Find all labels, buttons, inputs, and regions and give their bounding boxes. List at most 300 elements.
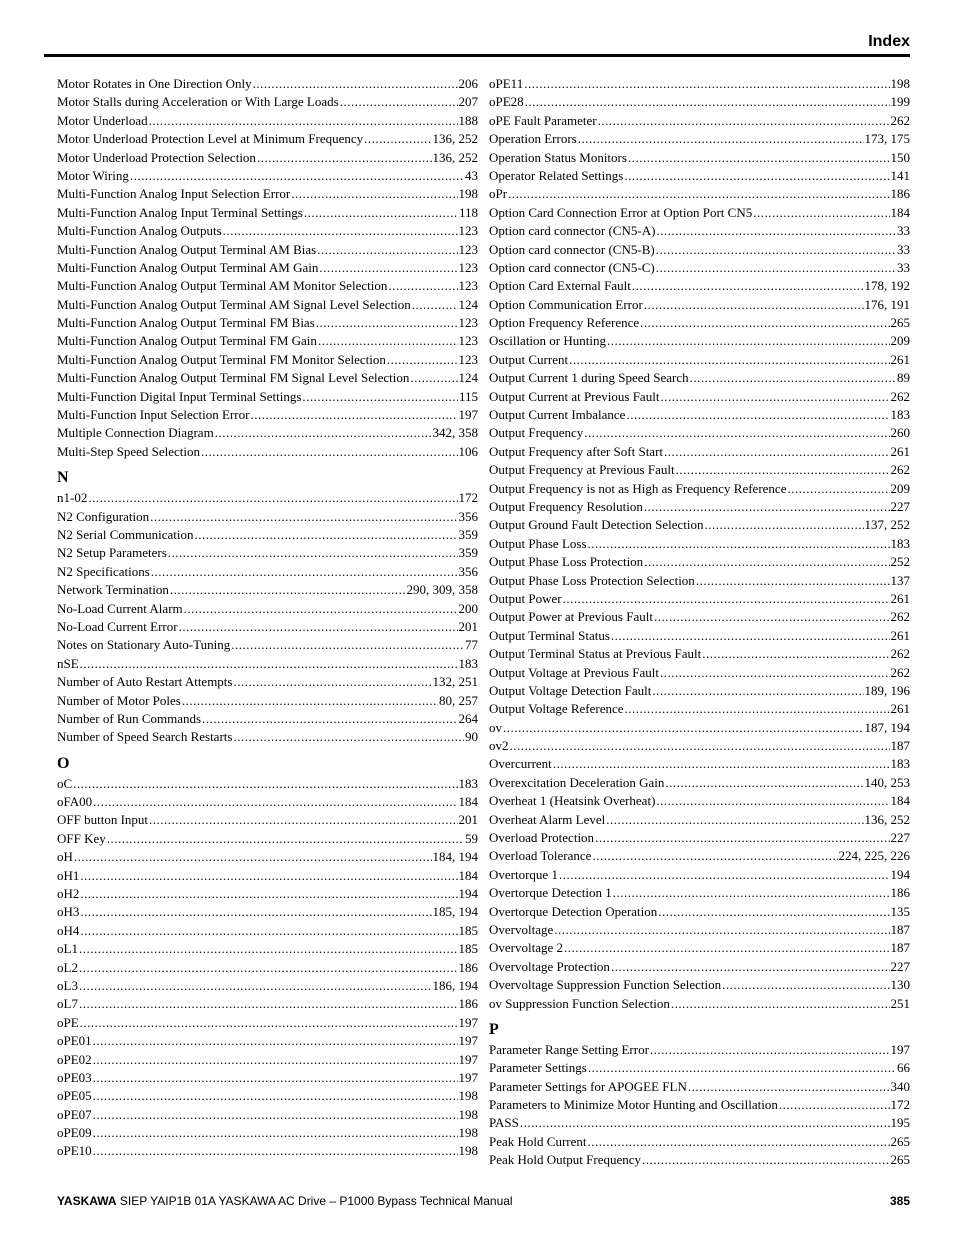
index-entry <box>57 811 478 829</box>
index-page-ref: 187, 194 <box>864 719 910 735</box>
index-term: Output Voltage at Previous Fault <box>489 664 659 680</box>
index-entry <box>57 581 478 599</box>
index-page-ref: 261 <box>890 627 910 643</box>
index-page-ref: 262 <box>890 609 910 625</box>
index-term: Output Frequency Resolution <box>489 498 643 514</box>
index-term: Output Current at Previous Fault <box>489 388 660 404</box>
dot-leader <box>510 737 890 755</box>
dot-leader <box>291 185 457 203</box>
index-page-ref: 197 <box>458 407 478 423</box>
index-entry <box>489 1078 910 1096</box>
dot-leader <box>753 204 889 222</box>
index-term: Output Voltage Detection Fault <box>489 682 652 698</box>
index-entry <box>489 737 910 755</box>
index-entry <box>57 544 478 562</box>
index-term: Overtorque Detection Operation <box>489 903 658 919</box>
index-term: oH4 <box>57 922 80 938</box>
index-page-ref: 124 <box>458 370 478 386</box>
index-term: PASS <box>489 1115 519 1131</box>
dot-leader <box>149 811 457 829</box>
index-entry <box>57 775 478 793</box>
index-term: Output Phase Loss <box>489 535 587 551</box>
index-entry <box>489 1151 910 1169</box>
dot-leader <box>253 75 458 93</box>
index-page-ref: 206 <box>458 76 478 91</box>
index-page-ref: 187 <box>890 940 910 956</box>
index-page-ref: 262 <box>890 112 910 128</box>
dot-leader <box>388 277 457 295</box>
dot-leader <box>179 618 458 636</box>
index-entry <box>489 332 910 350</box>
index-term: oPE10 <box>57 1143 92 1159</box>
index-page-ref: 77 <box>465 637 478 653</box>
index-page-ref: 106 <box>458 443 478 459</box>
index-term: Network Termination <box>57 582 169 598</box>
index-page-ref: 183 <box>458 775 478 791</box>
dot-leader <box>690 369 896 387</box>
dot-leader <box>632 277 864 295</box>
index-page-ref: 184 <box>458 867 478 883</box>
index-page-ref: 195 <box>890 1115 910 1131</box>
index-term: Overtorque Detection 1 <box>489 885 612 901</box>
dot-leader <box>304 204 458 222</box>
index-term: Multi-Function Analog Output Terminal AM Bias <box>57 241 317 257</box>
dot-leader <box>559 866 890 884</box>
dot-leader <box>107 830 464 848</box>
index-entry <box>489 535 910 553</box>
index-page-ref: 265 <box>890 1133 910 1149</box>
index-entry <box>489 259 910 277</box>
index-term: Overvoltage 2 <box>489 940 564 956</box>
index-entry <box>489 461 910 479</box>
index-page-ref: 123 <box>458 278 478 294</box>
index-term: Number of Run Commands <box>57 710 202 726</box>
index-page-ref: 194 <box>890 866 910 882</box>
index-term: n1-02 <box>57 490 88 506</box>
index-page-ref: 135 <box>890 903 910 919</box>
dot-leader <box>316 314 458 332</box>
index-page-ref: 251 <box>890 995 910 1011</box>
index-group-o <box>57 775 478 1161</box>
dot-leader <box>611 627 890 645</box>
index-term: Multi-Function Analog Input Selection Error <box>57 186 291 202</box>
index-page-ref: 184 <box>890 793 910 809</box>
index-term: oPE07 <box>57 1106 92 1122</box>
index-entry <box>57 259 478 277</box>
dot-leader <box>88 489 457 507</box>
index-term: Operator Related Settings <box>489 167 624 183</box>
index-term: nSE <box>57 655 79 671</box>
index-page-ref: 123 <box>458 223 478 239</box>
index-entry <box>489 1059 910 1077</box>
index-entry <box>489 921 910 939</box>
index-entry <box>489 388 910 406</box>
index-term: Output Ground Fault Detection Selection <box>489 517 704 533</box>
dot-leader <box>660 664 890 682</box>
index-page-ref: 186, 194 <box>432 977 478 993</box>
index-entry <box>489 185 910 203</box>
dot-leader <box>257 149 432 167</box>
index-page-ref: 265 <box>890 1152 910 1168</box>
dot-leader <box>79 995 458 1013</box>
index-term: Operation Status Monitors <box>489 149 627 165</box>
dot-leader <box>642 1151 889 1169</box>
index-page-ref: 198 <box>458 1088 478 1104</box>
index-entry <box>489 75 910 93</box>
index-column-right <box>489 75 910 1170</box>
dot-leader <box>151 563 458 581</box>
index-page-ref: 123 <box>458 315 478 331</box>
index-page-ref: 80, 257 <box>439 692 478 708</box>
index-term: OFF button Input <box>57 812 149 828</box>
index-page-ref: 188 <box>458 112 478 128</box>
dot-leader <box>656 259 896 277</box>
dot-leader <box>93 1124 458 1142</box>
index-page-ref: 130 <box>890 977 910 993</box>
index-entry <box>57 867 478 885</box>
index-term: Option card connector (CN5-C) <box>489 259 655 275</box>
index-page-ref: 227 <box>890 830 910 846</box>
index-entry <box>57 995 478 1013</box>
index-page-ref: 183 <box>890 756 910 772</box>
index-entry <box>489 903 910 921</box>
dot-leader <box>520 1114 890 1132</box>
index-entry <box>57 369 478 387</box>
index-page-ref: 187 <box>890 738 910 754</box>
dot-leader <box>508 185 889 203</box>
index-page-ref: 261 <box>890 701 910 717</box>
index-column-left <box>57 75 478 1161</box>
index-entry <box>57 1032 478 1050</box>
index-term: Number of Motor Poles <box>57 692 181 708</box>
index-term: oPr <box>489 186 508 202</box>
dot-leader <box>317 241 457 259</box>
dot-leader <box>563 590 890 608</box>
index-page-ref: 184 <box>458 794 478 810</box>
index-entry <box>57 830 478 848</box>
index-entry <box>57 508 478 526</box>
footer-manual-name: SIEP YAIP1B 01A YASKAWA AC Drive – P1000 Bypass Technical Manual <box>119 1194 513 1208</box>
index-page-ref: 340 <box>890 1078 910 1094</box>
dot-leader <box>150 508 457 526</box>
dot-leader <box>664 443 889 461</box>
dot-leader <box>503 719 864 737</box>
index-page-ref: 197 <box>458 1033 478 1049</box>
index-term: oC <box>57 775 73 791</box>
dot-leader <box>613 884 890 902</box>
index-term: Multi-Function Analog Output Terminal FM Monitor Selection <box>57 351 386 367</box>
index-page-ref: 172 <box>890 1097 910 1113</box>
dot-leader <box>74 848 432 866</box>
dot-leader <box>553 755 890 773</box>
index-entry <box>489 1096 910 1114</box>
index-term: Overload Tolerance <box>489 848 592 864</box>
index-page-ref: 184 <box>890 204 910 220</box>
dot-leader <box>410 369 457 387</box>
index-entry <box>57 710 478 728</box>
index-term: oL3 <box>57 977 78 993</box>
index-page-ref: 290, 309, 358 <box>406 582 478 598</box>
index-page-ref: 261 <box>890 351 910 367</box>
index-group-m <box>57 75 478 461</box>
index-entry <box>489 664 910 682</box>
dot-leader <box>80 655 458 673</box>
index-term: oPE01 <box>57 1033 92 1049</box>
index-page-ref: 33 <box>897 259 910 275</box>
index-entry <box>57 673 478 691</box>
index-letter-heading: N <box>57 469 69 487</box>
dot-leader <box>606 811 863 829</box>
dot-leader <box>168 544 458 562</box>
index-letter-heading: O <box>57 754 70 772</box>
index-page-ref: 262 <box>890 462 910 478</box>
index-entry <box>57 655 478 673</box>
dot-leader <box>73 775 457 793</box>
index-term: Multi-Function Analog Output Terminal AM Gain <box>57 259 319 275</box>
index-term: Motor Wiring <box>57 167 129 183</box>
dot-leader <box>364 130 431 148</box>
index-term: N2 Serial Communication <box>57 526 194 542</box>
dot-leader <box>644 498 890 516</box>
dot-leader <box>722 976 889 994</box>
index-term: Motor Underload Protection Level at Minimum Frequency <box>57 131 364 147</box>
index-page-ref: 197 <box>458 1069 478 1085</box>
index-entry <box>489 627 910 645</box>
index-term: Output Power at Previous Fault <box>489 609 653 625</box>
index-term: Operation Errors <box>489 131 577 147</box>
index-page-ref: 194 <box>458 886 478 902</box>
index-entry <box>489 608 910 626</box>
index-entry <box>489 866 910 884</box>
index-entry <box>489 590 910 608</box>
index-term: Motor Stalls during Acceleration or With Large Loads <box>57 94 339 110</box>
index-term: Output Current 1 during Speed Search <box>489 370 689 386</box>
index-term: Option Frequency Reference <box>489 315 640 331</box>
index-page-ref: 185 <box>458 922 478 938</box>
dot-leader <box>93 1032 458 1050</box>
index-entry <box>489 792 910 810</box>
dot-leader <box>588 535 890 553</box>
index-group-p <box>489 1041 910 1170</box>
index-term: Notes on Stationary Auto-Tuning <box>57 637 231 653</box>
dot-leader <box>340 93 458 111</box>
index-term: N2 Setup Parameters <box>57 545 167 561</box>
index-entry <box>489 204 910 222</box>
index-entry <box>57 977 478 995</box>
dot-leader <box>302 388 458 406</box>
dot-leader <box>80 903 431 921</box>
index-page-ref: 141 <box>890 167 910 183</box>
index-page-ref: 33 <box>897 241 910 257</box>
index-term: ov2 <box>489 738 509 754</box>
index-entry <box>489 93 910 111</box>
index-page-ref: 173, 175 <box>864 131 910 147</box>
index-page-ref: 43 <box>465 167 478 183</box>
dot-leader <box>644 296 864 314</box>
index-page-ref: 356 <box>458 508 478 524</box>
index-term: oH1 <box>57 867 80 883</box>
index-page-ref: 140, 253 <box>864 774 910 790</box>
index-term: oPE09 <box>57 1125 92 1141</box>
index-term: Output Phase Loss Protection <box>489 554 644 570</box>
index-page-ref: 172 <box>458 490 478 506</box>
index-term: Output Voltage Reference <box>489 701 624 717</box>
index-term: Overvoltage <box>489 921 554 937</box>
index-term: Option Card External Fault <box>489 278 631 294</box>
index-term: Parameter Settings for APOGEE FLN <box>489 1078 687 1094</box>
index-entry <box>489 498 910 516</box>
dot-leader <box>644 553 889 571</box>
dot-leader <box>787 480 889 498</box>
index-term: Motor Rotates in One Direction Only <box>57 76 252 91</box>
dot-leader <box>588 1059 896 1077</box>
index-entry <box>489 167 910 185</box>
index-entry <box>57 1069 478 1087</box>
index-entry <box>489 351 910 369</box>
index-entry <box>57 314 478 332</box>
dot-leader <box>569 351 889 369</box>
index-entry <box>57 75 478 93</box>
index-group-o-continued <box>489 75 910 1013</box>
dot-leader <box>656 792 889 810</box>
index-entry <box>57 1051 478 1069</box>
index-entry <box>57 600 478 618</box>
index-page-ref: 59 <box>465 830 478 846</box>
index-entry <box>57 922 478 940</box>
index-page-ref: 261 <box>890 443 910 459</box>
index-term: oL2 <box>57 959 78 975</box>
index-group-n <box>57 489 478 746</box>
dot-leader <box>80 867 457 885</box>
index-term: Output Terminal Status at Previous Fault <box>489 646 702 662</box>
index-page-ref: 184, 194 <box>432 849 478 865</box>
index-entry <box>489 241 910 259</box>
index-page-ref: 89 <box>897 370 910 386</box>
index-page-ref: 132, 251 <box>432 674 478 690</box>
index-page-ref: 123 <box>458 241 478 257</box>
index-page-ref: 262 <box>890 646 910 662</box>
index-term: Multi-Function Analog Output Terminal FM Gain <box>57 333 317 349</box>
dot-leader <box>595 829 889 847</box>
index-term: ov <box>489 719 502 735</box>
index-term: Output Frequency after Soft Start <box>489 443 664 459</box>
index-term: Output Frequency <box>489 425 584 441</box>
index-page-ref: 136, 252 <box>432 131 478 147</box>
dot-leader <box>318 332 458 350</box>
index-term: Overheat Alarm Level <box>489 811 606 827</box>
index-term: Multi-Function Analog Output Terminal FM Signal Level Selection <box>57 370 410 386</box>
dot-leader <box>149 112 458 130</box>
index-entry <box>57 563 478 581</box>
dot-leader <box>598 112 890 130</box>
index-term: Output Terminal Status <box>489 627 610 643</box>
dot-leader <box>194 526 457 544</box>
index-term: Multi-Function Input Selection Error <box>57 407 250 423</box>
index-entry <box>57 112 478 130</box>
dot-leader <box>625 700 890 718</box>
index-entry <box>57 692 478 710</box>
index-entry <box>57 1087 478 1105</box>
dot-leader <box>79 940 458 958</box>
dot-leader <box>182 692 438 710</box>
index-page-ref: 262 <box>890 388 910 404</box>
index-entry <box>489 645 910 663</box>
page-title: Index <box>868 33 910 50</box>
footer-brand: YASKAWA <box>57 1194 117 1208</box>
page-number: 385 <box>889 1194 910 1208</box>
index-term: oFA00 <box>57 794 93 810</box>
dot-leader <box>80 922 457 940</box>
index-entry <box>489 719 910 737</box>
dot-leader <box>412 296 458 314</box>
index-term: Multi-Function Analog Output Terminal AM Signal Level Selection <box>57 296 411 312</box>
dot-leader <box>202 710 457 728</box>
index-page-ref: 186 <box>890 885 910 901</box>
index-entry <box>57 332 478 350</box>
index-entry <box>489 572 910 590</box>
index-page-ref: 198 <box>458 1125 478 1141</box>
dot-leader <box>696 572 890 590</box>
index-term: Parameter Range Setting Error <box>489 1041 649 1057</box>
index-term: oPE <box>57 1014 79 1030</box>
header-divider <box>44 54 910 57</box>
dot-leader <box>652 682 863 700</box>
index-page-ref: 198 <box>458 1143 478 1159</box>
index-term: Multi-Step Speed Selection <box>57 443 200 459</box>
index-term: Overexcitation Deceleration Gain <box>489 774 665 790</box>
index-term: Multi-Function Analog Outputs <box>57 223 222 239</box>
dot-leader <box>688 1078 890 1096</box>
index-page-ref: 118 <box>458 204 478 220</box>
index-page-ref: 123 <box>458 333 478 349</box>
dot-leader <box>93 1051 458 1069</box>
dot-leader <box>704 516 863 534</box>
dot-leader <box>640 314 889 332</box>
index-entry <box>57 1124 478 1142</box>
index-term: Overtorque 1 <box>489 866 558 882</box>
index-term: Parameters to Minimize Motor Hunting and Oscillation <box>489 1097 778 1113</box>
index-page-ref: 90 <box>465 729 478 745</box>
index-entry <box>57 940 478 958</box>
index-page-ref: 261 <box>890 590 910 606</box>
index-entry <box>57 167 478 185</box>
index-entry <box>57 636 478 654</box>
index-entry <box>57 277 478 295</box>
index-term: Number of Auto Restart Attempts <box>57 674 233 690</box>
index-entry <box>489 682 910 700</box>
index-entry <box>489 406 910 424</box>
dot-leader <box>387 351 458 369</box>
index-page-ref: 150 <box>890 149 910 165</box>
dot-leader <box>93 1069 458 1087</box>
dot-leader <box>658 903 889 921</box>
index-entry <box>489 480 910 498</box>
index-term: Option Card Connection Error at Option Port CN5 <box>489 204 753 220</box>
index-term: No-Load Current Alarm <box>57 600 183 616</box>
index-entry <box>57 526 478 544</box>
dot-leader <box>592 847 837 865</box>
index-entry <box>489 995 910 1013</box>
index-letter-heading: P <box>489 1020 499 1038</box>
index-page-ref: 197 <box>458 1051 478 1067</box>
index-term: Motor Underload Protection Selection <box>57 149 256 165</box>
index-page-ref: 186 <box>890 186 910 202</box>
index-page-ref: 178, 192 <box>864 278 910 294</box>
index-page-ref: 186 <box>458 996 478 1012</box>
index-page-ref: 66 <box>897 1060 910 1076</box>
index-term: Multi-Function Digital Input Terminal Settings <box>57 388 302 404</box>
index-page-ref: 136, 252 <box>432 149 478 165</box>
